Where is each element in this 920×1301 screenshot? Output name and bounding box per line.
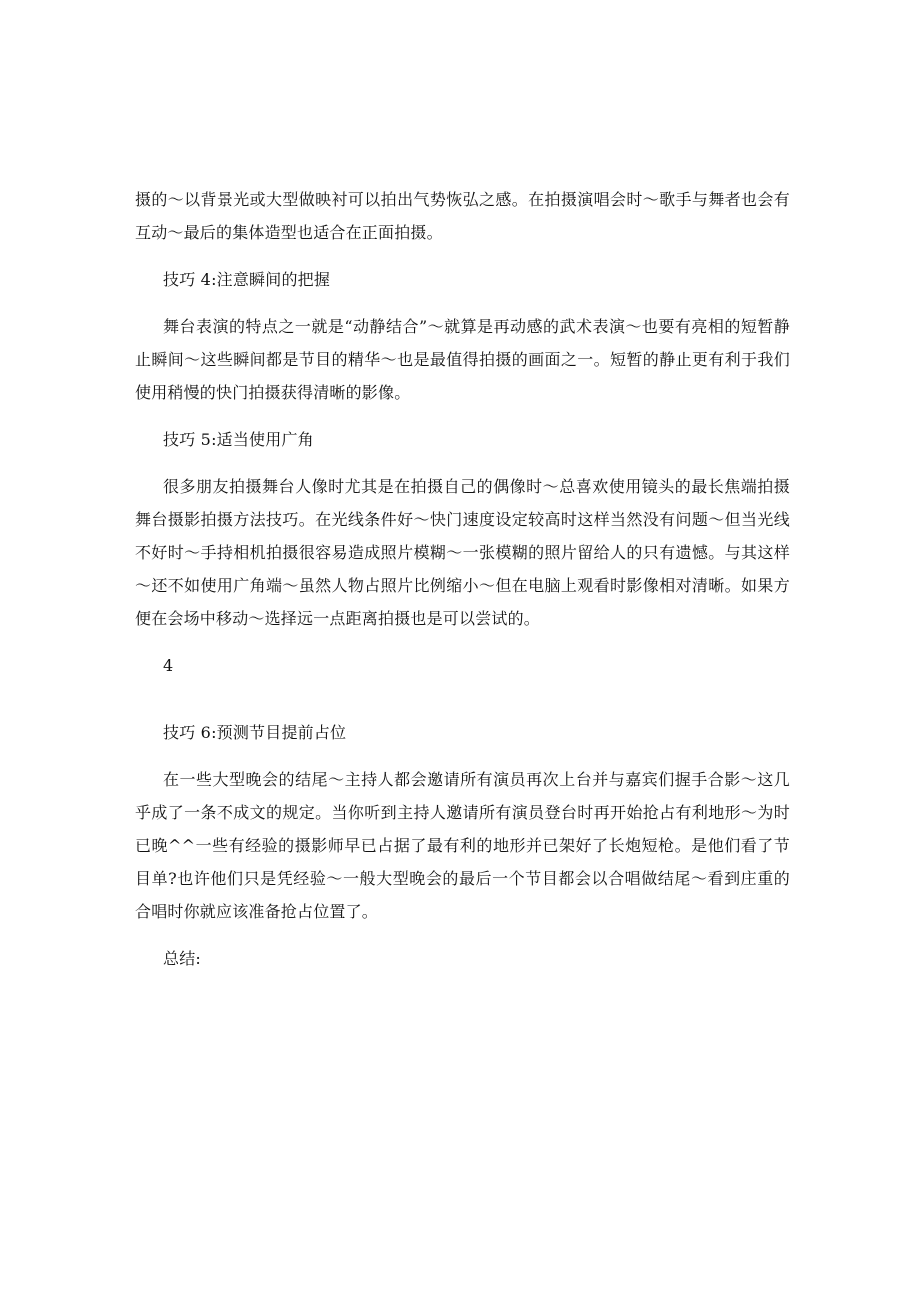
heading-tip-4: 技巧 4:注意瞬间的把握 (163, 270, 331, 289)
page-number: 4 (163, 656, 174, 675)
heading-summary: 总结: (163, 949, 201, 968)
paragraph-tip-6-body: 在一些大型晚会的结尾～主持人都会邀请所有演员再次上台并与嘉宾们握手合影～这几乎成了一条不成文的规定。当你听到主持人邀请所有演员登台时再开始抢占有利地形～为时已晚^^一些有经验的摄影师早已占据了最有利的地形并已架好了长炮短枪。是他们看了节目单?也许他们只是凭经验～一般大型晚会的最后一个节目都会以合唱做结尾～看到庄重的合唱时你就应该准备抢占位置了。 (135, 770, 790, 921)
paragraph-continuation: 摄的～以背景光或大型做映衬可以拍出气势恢弘之感。在拍摄演唱会时～歌手与舞者也会有互动～最后的集体造型也适合在正面拍摄。 (135, 190, 790, 242)
paragraph-tip-4-body: 舞台表演的特点之一就是“动静结合”～就算是再动感的武术表演～也要有亮相的短暂静止瞬间～这些瞬间都是节目的精华～也是最值得拍摄的画面之一。短暂的静止更有利于我们使用稍慢的快门拍摄获得清晰的影像。 (135, 317, 790, 402)
heading-tip-6: 技巧 6:预测节目提前占位 (163, 723, 347, 742)
document-body (135, 183, 790, 989)
section-spacer (135, 696, 790, 716)
paragraph-tip-5-body: 很多朋友拍摄舞台人像时尤其是在拍摄自己的偶像时～总喜欢使用镜头的最长焦端拍摄舞台摄影拍摄方法技巧。在光线条件好～快门速度设定较高时这样当然没有问题～但当光线不好时～手持相机拍摄很容易造成照片模糊～一张模糊的照片留给人的只有遗憾。与其这样～还不如使用广角端～虽然人物占照片比例缩小～但在电脑上观看时影像相对清晰。如果方便在会场中移动～选择远一点距离拍摄也是可以尝试的。 (135, 477, 790, 628)
heading-tip-5: 技巧 5:适当使用广角 (163, 430, 314, 449)
